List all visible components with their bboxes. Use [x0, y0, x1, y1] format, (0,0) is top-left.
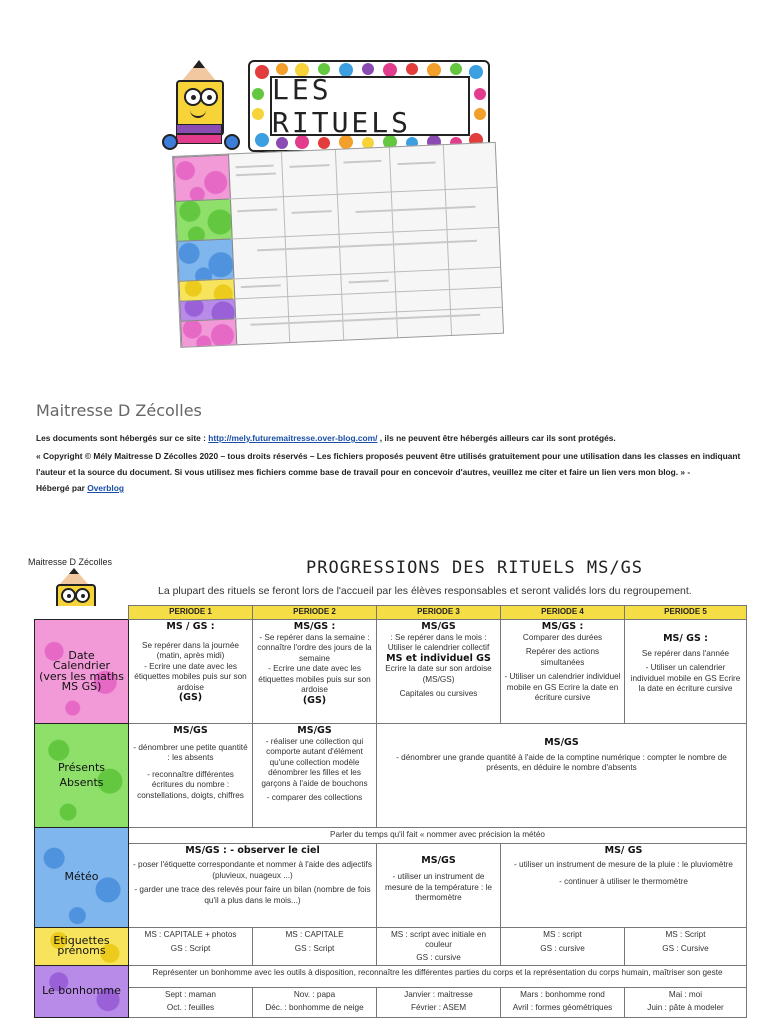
- presents-period-1: MS/GS - dénombrer une petite quantité : les absents - reconnaître différentes écritures du nombre : constellations, doigts, chiffres: [129, 724, 253, 828]
- period-3-header: PERIODE 3: [377, 606, 501, 620]
- cover-table-thumbnail: [172, 142, 504, 348]
- row-bonhomme-banner: [35, 966, 747, 988]
- period-4-header: PERIODE 4: [501, 606, 625, 620]
- period-1-header: PERIODE 1: [129, 606, 253, 620]
- etiquettes-period-1: MS : CAPITALE + photos GS : Script: [129, 927, 253, 966]
- copyright-notice: « Copyright © Mély Maitresse D Zécolles 2020 – tous droits réservés – Les fichiers proposés peuvent être utilisés gratuitement pour une utilisation dans les classes en indiquant l'auteur et la source du document. Si vous utilisez mes fichiers comme base de travail pour en concevoir d'autres, veuillez me citer et faire un lien vers mon blog. » -: [36, 451, 741, 477]
- meteo-banner: Parler du temps qu'il fait « nommer avec précision la météo: [129, 828, 747, 844]
- bonhomme-period-5: Mai : moi Juin : pâte à modeler: [625, 988, 747, 1018]
- etiquettes-period-4: MS : script GS : cursive: [501, 927, 625, 966]
- period-5-header: PERIODE 5: [625, 606, 747, 620]
- cover-title: LES RITUELS: [272, 73, 412, 139]
- hosting-suffix: , ils ne peuvent être hébergés ailleurs car ils sont protégés.: [377, 433, 616, 443]
- meteo-periods-4-5: MS/ GS - utiliser un instrument de mesure de la pluie : le pluviomètre - continuer à utiliser le thermomètre: [501, 843, 747, 927]
- row-label-bonhomme: Le bonhomme: [35, 966, 129, 1018]
- presents-periods-3-5: MS/GS - dénombrer une grande quantité à l'aide de la comptine numérique : compter le nombre de présents, en déduire le nombre d'absents: [377, 724, 747, 828]
- page-blog-label: Maitresse D Zécolles: [28, 557, 113, 567]
- progression-table: [34, 605, 747, 1018]
- progression-subtitle: La plupart des rituels se feront lors de l'accueil par les élèves responsables et seront validés lors du regroupement.: [158, 585, 692, 597]
- header-blank: [35, 606, 129, 620]
- hosted-by: [36, 480, 124, 496]
- bonhomme-period-2: Nov. : papa Déc. : bonhomme de neige: [253, 988, 377, 1018]
- cover-preview: [160, 60, 500, 356]
- bonhomme-period-1: Sept : maman Oct. : feuilles: [129, 988, 253, 1018]
- presents-period-2: MS/GS - réaliser une collection qui comporte autant d'élément qu'une collection modèle dénombrer les filles et les garçons à l'aide de bouchons - comparer des collections: [253, 724, 377, 828]
- row-label-etiquettes: Etiquettes prénoms: [35, 927, 129, 966]
- meteo-period-3: MS/GS - utiliser un instrument de mesure de la température : le thermomètre: [377, 843, 501, 927]
- row-etiquettes: [35, 927, 747, 966]
- period-2-header: PERIODE 2: [253, 606, 377, 620]
- row-date: [35, 620, 747, 724]
- date-period-4: MS/GS : Comparer des durées Repérer des actions simultanées - Utiliser un calendrier individuel mobile en GS Ecrire la date en écriture cursive: [501, 620, 625, 724]
- etiquettes-period-2: MS : CAPITALE GS : Script: [253, 927, 377, 966]
- meteo-periods-1-2: MS/GS : - observer le ciel - poser l'étiquette correspondante et nommer à l'aide des adjectifs (pluvieux, nuageux ...) - garder une trace des relevés pour faire un bilan (nombre de fois qu'il a plus dans le mois...): [129, 843, 377, 927]
- row-label-presents: Présents Absents: [35, 724, 129, 828]
- row-meteo: [35, 843, 747, 927]
- pencil-mascot-icon: [164, 60, 244, 156]
- blog-name: Maitresse D Zécolles: [36, 401, 202, 420]
- date-period-1: MS / GS : Se repérer dans la journée (matin, après midi) - Ecrire une date avec les étiquettes mobiles puis sur son ardoise (GS): [129, 620, 253, 724]
- hosting-notice: [36, 430, 736, 446]
- overblog-link[interactable]: Overblog: [87, 483, 124, 493]
- date-period-5: MS/ GS : Se repérer dans l'année - Utiliser un calendrier individuel mobile en GS Ecrire la date en écriture cursive: [625, 620, 747, 724]
- bonhomme-period-4: Mars : bonhomme rond Avril : formes géométriques: [501, 988, 625, 1018]
- hosted-by-prefix: Hébergé par: [36, 483, 88, 493]
- blog-url-link[interactable]: http://mely.futuremaitresse.over-blog.com/: [208, 433, 378, 443]
- bonhomme-period-3: Janvier : maitresse Février : ASEM: [377, 988, 501, 1018]
- date-period-3: MS/GS : Se repérer dans le mois : Utiliser le calendrier collectif MS et individuel GS Ecrire la date sur son ardoise (MS/GS) Capitales ou cursives: [377, 620, 501, 724]
- progression-title: PROGRESSIONS DES RITUELS MS/GS: [306, 558, 644, 578]
- row-bonhomme: [35, 988, 747, 1018]
- row-presents: [35, 724, 747, 828]
- etiquettes-period-3: MS : script avec initiale en couleur GS : cursive: [377, 927, 501, 966]
- bonhomme-banner: Représenter un bonhomme avec les outils à disposition, reconnaître les différentes parties du corps et la représentation du corps humain, maîtriser son geste: [129, 966, 747, 988]
- cover-title-frame: [248, 60, 490, 152]
- hosting-prefix: Les documents sont hébergés sur ce site :: [36, 433, 209, 443]
- row-meteo-banner: [35, 828, 747, 844]
- period-header-row: [35, 606, 747, 620]
- row-label-meteo: Météo: [35, 828, 129, 928]
- date-period-2: MS/GS : - Se repérer dans la semaine : connaître l'ordre des jours de la semaine - Ecrire une date avec les étiquettes mobiles puis sur son ardoise (GS): [253, 620, 377, 724]
- etiquettes-period-5: MS : Script GS : Cursive: [625, 927, 747, 966]
- row-label-date: Date Calendrier (vers les maths MS GS): [35, 620, 129, 724]
